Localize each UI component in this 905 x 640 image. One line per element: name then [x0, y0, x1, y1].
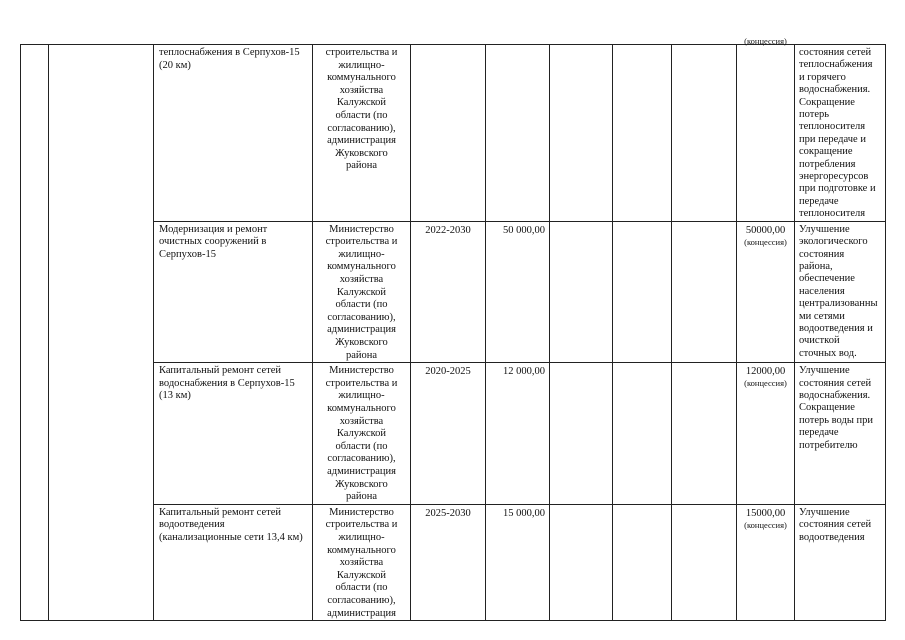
concession-value: 15000,00 — [745, 507, 786, 519]
expected-result: Улучшение состояния сетей водоснабжения. Сокращение потерь воды при передаче потребителю — [795, 363, 886, 505]
responsible-executor: Министерство строительства и жилищно- коммунального хозяйства Калужской области (по согласованию), администрация — [313, 504, 411, 620]
empty-cell — [550, 221, 613, 363]
empty-cell — [550, 363, 613, 505]
measure-name: Капитальный ремонт сетей водоснабжения в Серпухов-15 (13 км) — [154, 363, 313, 505]
concession-cell — [737, 36, 795, 222]
concession-cell — [737, 363, 795, 505]
total-amount: 50 000,00 — [486, 221, 550, 363]
empty-cell — [613, 221, 672, 363]
total-amount — [486, 45, 550, 222]
implementation-period: 2022-2030 — [411, 221, 486, 363]
concession-value: 12000,00 — [745, 366, 786, 378]
concession-note: (концессия) — [744, 519, 787, 530]
responsible-executor: Министерство строительства и жилищно- коммунального хозяйства Калужской области (по согласованию), администрация Жуковского района — [313, 363, 411, 505]
total-amount: 15 000,00 — [486, 504, 550, 620]
responsible-executor: строительства и жилищно- коммунального хозяйства Калужской области (по согласованию), администрация Жуковского района — [313, 45, 411, 222]
expected-result: состояния сетей теплоснабжения и горячего водоснабжения. Сокращение потерь теплоносителя при передаче и сокращение потребления энергоресурсов при подготовке и передаче теплоносителя — [795, 45, 886, 222]
empty-cell — [550, 504, 613, 620]
concession-note: (концессия) — [744, 36, 787, 46]
measure-name: теплоснабжения в Серпухов-15 (20 км) — [154, 45, 313, 222]
implementation-period — [411, 45, 486, 222]
measure-name: Модернизация и ремонт очистных сооружений в Серпухов-15 — [154, 221, 313, 363]
program-table — [20, 36, 885, 619]
concession-cell — [737, 504, 795, 620]
concession-cell — [737, 221, 795, 363]
expected-result: Улучшение экологического состояния района, обеспечение населения централизованны ми сетями водоотведения и очисткой сточных вод. — [795, 221, 886, 363]
empty-cell — [672, 363, 737, 505]
number-cell — [21, 45, 49, 621]
expected-result: Улучшение состояния сетей водоотведения — [795, 504, 886, 620]
concession-value: 50000,00 — [745, 224, 786, 236]
implementation-period: 2025-2030 — [411, 504, 486, 620]
empty-cell — [672, 504, 737, 620]
measure-name: Капитальный ремонт сетей водоотведения (канализационные сети 13,4 км) — [154, 504, 313, 620]
total-amount: 12 000,00 — [486, 363, 550, 505]
empty-cell — [613, 363, 672, 505]
concession-note: (концессия) — [744, 378, 787, 389]
responsible-executor: Министерство строительства и жилищно- коммунального хозяйства Калужской области (по согласованию), администрация Жуковского района — [313, 221, 411, 363]
empty-cell — [550, 45, 613, 222]
implementation-period: 2020-2025 — [411, 363, 486, 505]
table-row — [21, 45, 886, 222]
program-cell — [49, 45, 154, 621]
concession-note: (концессия) — [744, 236, 787, 247]
empty-cell — [672, 45, 737, 222]
empty-cell — [672, 221, 737, 363]
empty-cell — [613, 45, 672, 222]
empty-cell — [613, 504, 672, 620]
